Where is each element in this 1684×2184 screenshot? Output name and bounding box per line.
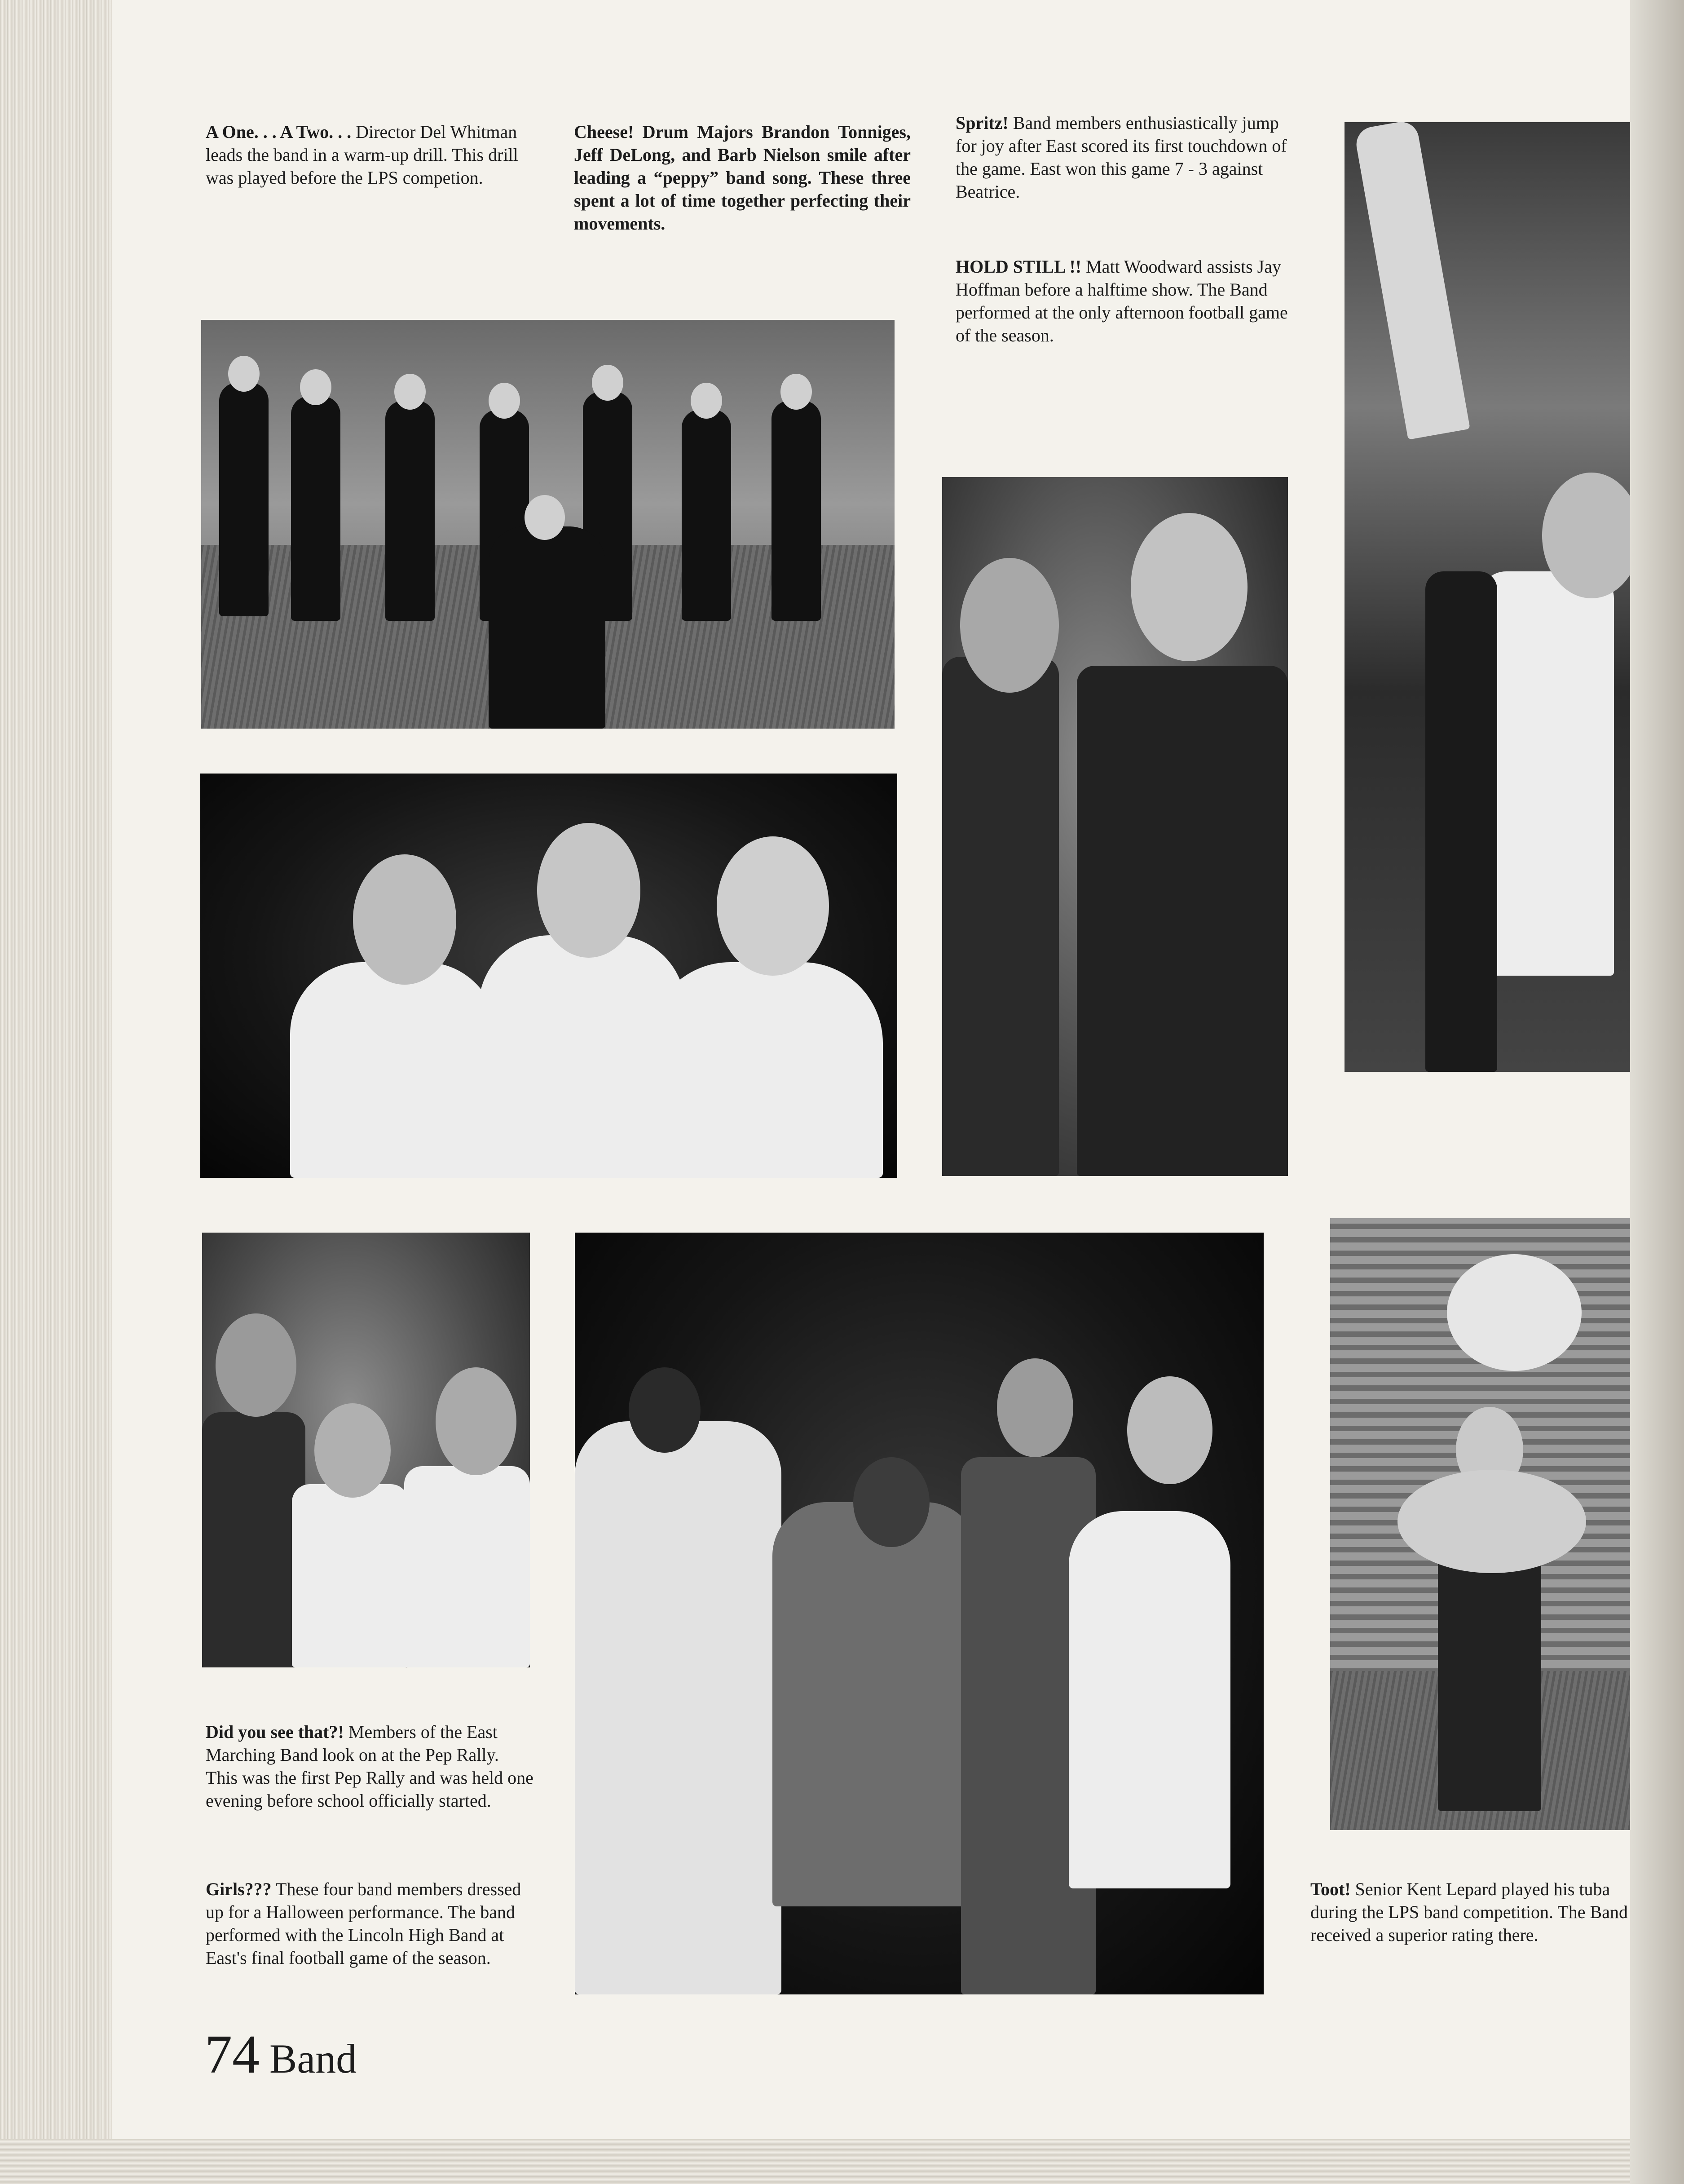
caption-spritz — [956, 111, 1288, 203]
section-label: Band — [269, 2036, 357, 2082]
caption-body: Senior Kent Lepard played his tuba during the LPS band competition. The Band received a superior rating there. — [1310, 1879, 1628, 1945]
caption-body: These four band members dressed up for a Halloween performance. The band performed with the Lincoln High Band at East's final football game of the season. — [206, 1879, 521, 1968]
book-page-edges — [0, 0, 114, 2184]
photo-pep-rally — [202, 1233, 530, 1667]
caption-body: Director Del Whitman leads the band in a warm-up drill. This drill was played before the LPS competion. — [206, 122, 518, 188]
photo-halloween-costumes — [575, 1233, 1264, 1994]
book-bottom-edge — [0, 2139, 1684, 2184]
caption-warm-up-drill — [206, 120, 533, 189]
caption-body: Band members enthusiastically jump for joy after East scored its first touchdown of the game. East won this game 7 - 3 against Beatrice. — [956, 113, 1287, 202]
caption-lead: Did you see that?! — [206, 1722, 344, 1742]
caption-lead: Girls??? — [206, 1879, 272, 1899]
photo-uniform-assist — [942, 477, 1288, 1176]
caption-lead: A One. . . A Two. . . — [206, 122, 352, 142]
caption-lead: HOLD STILL !! — [956, 256, 1082, 277]
caption-halloween — [206, 1878, 533, 1969]
photo-tuba-player — [1330, 1218, 1653, 1830]
caption-lead: Toot! — [1310, 1879, 1351, 1899]
photo-band-warm-up-drill — [201, 320, 895, 729]
caption-body: Drum Majors Brandon Tonniges, Jeff DeLong, and Barb Nielson smile after leading a “peppy” band song. These three spent a lot of time together perfecting their movements. — [574, 122, 911, 234]
caption-toot — [1310, 1878, 1634, 1946]
caption-pep-rally — [206, 1720, 533, 1812]
caption-lead: Spritz! — [956, 113, 1009, 133]
caption-lead: Cheese! — [574, 122, 634, 142]
yearbook-page — [112, 0, 1648, 2139]
caption-body: Members of the East Marching Band look on at the Pep Rally. This was the first Pep Rally and was held one evening before school officially started. — [206, 1722, 533, 1811]
page-number: 74 — [205, 2024, 260, 2085]
photo-drum-majors-smiling — [200, 774, 897, 1178]
adjacent-page-edge — [1630, 0, 1684, 2184]
page-folio — [205, 2025, 357, 2088]
photo-jump-for-joy — [1345, 122, 1653, 1072]
caption-body: Matt Woodward assists Jay Hoffman before a halftime show. The Band performed at the only afternoon football game of the season. — [956, 256, 1288, 345]
caption-drum-majors — [574, 120, 911, 235]
caption-hold-still — [956, 255, 1288, 347]
